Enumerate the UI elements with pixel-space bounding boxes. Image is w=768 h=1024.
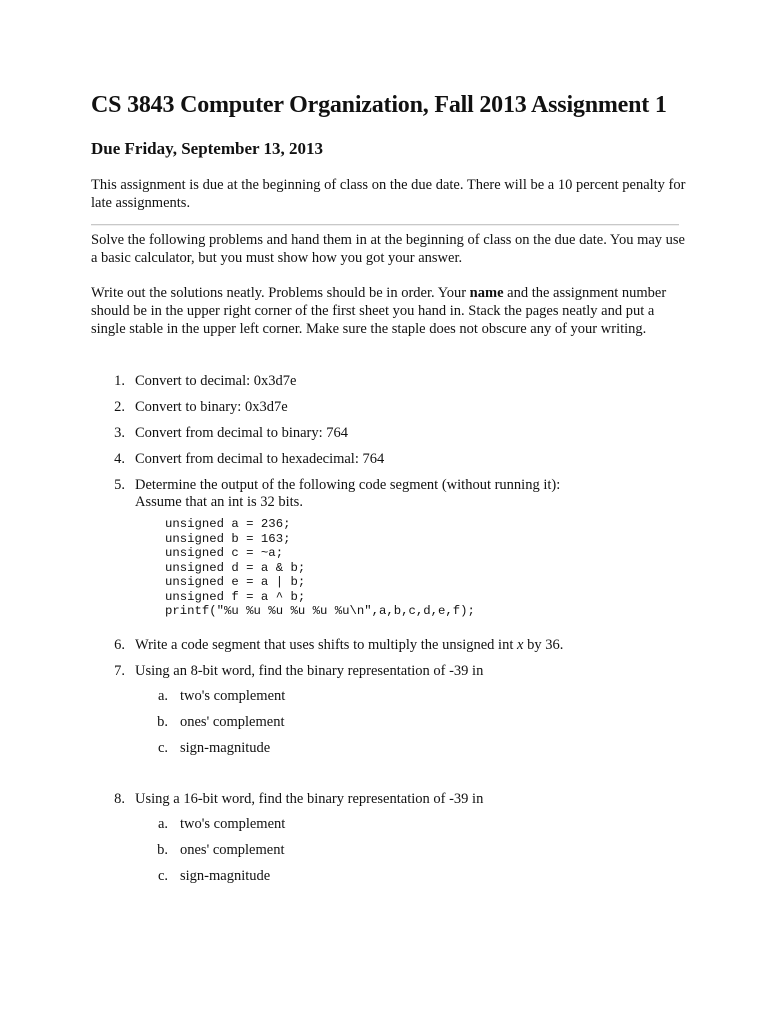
sub-item-letter: a. (157, 816, 168, 832)
formatting-text-2: and the assignment number should be in the upper right corner of the first sheet you hand in. Stack the pages neatly and put a single stable in the upper left corner. Make sure the staple does not obscure any of your writing. (91, 285, 667, 337)
problem-number: 3. (114, 425, 125, 441)
problem-number: 2. (114, 399, 125, 415)
sub-item-text: two's complement (180, 688, 286, 704)
name-emphasis: name (469, 285, 504, 301)
sub-item-text: two's complement (180, 816, 286, 832)
sub-item-text: sign-magnitude (180, 740, 271, 756)
code-line: unsigned f = a ^ b; (165, 589, 306, 604)
page-title: CS 3843 Computer Organization, Fall 2013 Assignment 1 (91, 92, 667, 118)
problem-number: 6. (114, 637, 125, 653)
sub-item-letter: a. (157, 688, 168, 704)
instructions-paragraph: Solve the following problems and hand them in at the beginning of class on the due date. You may use a basic calculator, but you must show how you got your answer. (91, 232, 685, 266)
due-date-heading: Due Friday, September 13, 2013 (91, 139, 324, 158)
intro-paragraph: This assignment is due at the beginning of class on the due date. There will be a 10 percent penalty for late assignments. (91, 177, 686, 211)
sub-item-letter: c. (157, 868, 168, 884)
sub-item-letter: b. (157, 842, 168, 858)
problem-number: 8. (114, 791, 125, 807)
problem-text: Using a 16-bit word, find the binary representation of -39 in (135, 791, 484, 807)
problem-text: Convert from decimal to binary: 764 (135, 425, 349, 441)
sub-item-text: ones' complement (180, 714, 285, 730)
sub-item-letter: c. (157, 740, 168, 756)
formatting-text-1: Write out the solutions neatly. Problems should be in order. Your (91, 285, 470, 301)
problem-text-part: by 36. (523, 637, 564, 653)
code-line: unsigned b = 163; (165, 531, 291, 546)
code-line: unsigned c = ~a; (165, 546, 284, 560)
problem-text: Convert from decimal to hexadecimal: 764 (135, 451, 385, 467)
problem-text: Assume that an int is 32 bits. (135, 494, 303, 510)
problem-text: Convert to binary: 0x3d7e (135, 399, 288, 415)
sub-item-text: sign-magnitude (180, 868, 271, 884)
code-line: printf("%u %u %u %u %u %u\n",a,b,c,d,e,f); (165, 604, 475, 618)
sub-item-text: ones' complement (180, 842, 285, 858)
code-line: unsigned d = a & b; (165, 560, 306, 575)
problem-text: Using an 8-bit word, find the binary representation of -39 in (135, 663, 484, 679)
problem-text (135, 637, 563, 654)
problem-number: 7. (114, 663, 125, 679)
variable-x: x (517, 637, 524, 653)
sub-item-letter: b. (157, 714, 168, 730)
code-block (165, 517, 475, 619)
formatting-paragraph (91, 284, 691, 338)
code-line: unsigned a = 236; (165, 517, 291, 531)
problem-text-part: Write a code segment that uses shifts to multiply the unsigned int (135, 637, 517, 653)
problem-number: 5. (114, 477, 125, 493)
divider (91, 224, 679, 226)
problem-text: Determine the output of the following code segment (without running it): (135, 477, 561, 493)
problem-number: 4. (114, 451, 125, 467)
code-line: unsigned e = a | b; (165, 575, 306, 589)
problem-text: Convert to decimal: 0x3d7e (135, 373, 297, 389)
problem-number: 1. (114, 373, 125, 389)
